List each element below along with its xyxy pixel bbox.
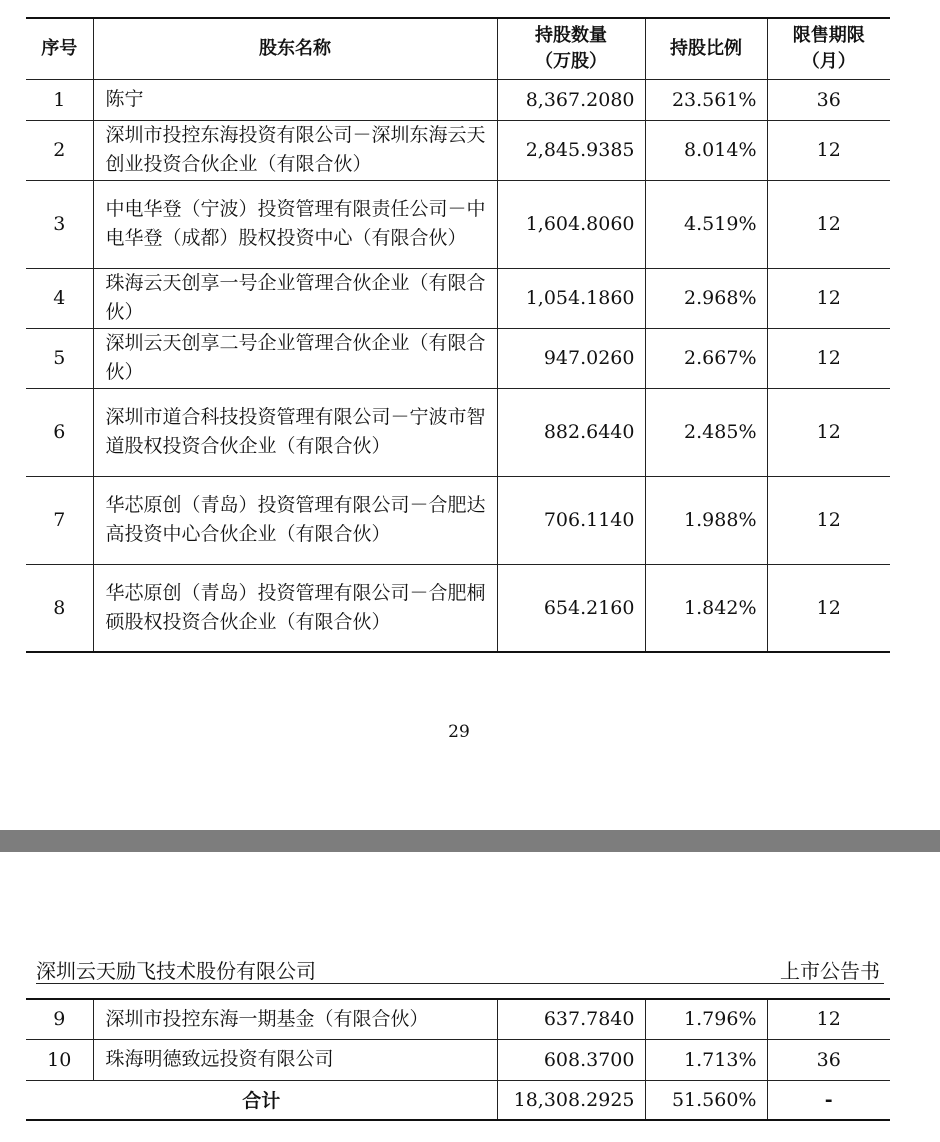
shareholder-table-part1 — [26, 17, 890, 653]
row-index: 2 — [26, 120, 93, 180]
shareholder-name: 深圳市投控东海一期基金（有限合伙） — [93, 999, 497, 1039]
header-shares-line2: （万股） — [535, 50, 607, 72]
lockup-months: 36 — [767, 1039, 890, 1080]
total-label: 合计 — [26, 1080, 497, 1120]
shareholder-name: 中电华登（宁波）投资管理有限责任公司－中电华登（成都）股权投资中心（有限合伙） — [93, 180, 497, 268]
total-ratio: 51.560% — [645, 1080, 767, 1120]
header-ratio: 持股比例 — [645, 18, 767, 79]
lockup-months: 12 — [767, 180, 890, 268]
document-type: 上市公告书 — [780, 959, 880, 983]
table-row — [26, 79, 890, 120]
share-count: 8,367.2080 — [497, 79, 645, 120]
share-ratio: 1.713% — [645, 1039, 767, 1080]
header-shares-line1: 持股数量 — [535, 24, 607, 46]
share-ratio: 4.519% — [645, 180, 767, 268]
page-header — [36, 953, 884, 984]
share-count: 608.3700 — [497, 1039, 645, 1080]
lockup-months: 12 — [767, 328, 890, 388]
shareholder-name: 华芯原创（青岛）投资管理有限公司－合肥达高投资中心合伙企业（有限合伙） — [93, 476, 497, 564]
share-ratio: 23.561% — [645, 79, 767, 120]
lockup-months: 12 — [767, 268, 890, 328]
share-ratio: 2.968% — [645, 268, 767, 328]
total-lockup: - — [767, 1080, 890, 1120]
table-row — [26, 388, 890, 476]
lockup-months: 12 — [767, 120, 890, 180]
page-number: 29 — [448, 722, 470, 742]
row-index: 9 — [26, 999, 93, 1039]
row-index: 1 — [26, 79, 93, 120]
row-index: 8 — [26, 564, 93, 652]
total-row — [26, 1080, 890, 1120]
share-count: 637.7840 — [497, 999, 645, 1039]
page-separator — [0, 830, 940, 852]
table-row — [26, 180, 890, 268]
lockup-months: 12 — [767, 564, 890, 652]
share-count: 2,845.9385 — [497, 120, 645, 180]
row-index: 6 — [26, 388, 93, 476]
share-ratio: 1.796% — [645, 999, 767, 1039]
table-row — [26, 120, 890, 180]
share-count: 1,054.1860 — [497, 268, 645, 328]
header-index: 序号 — [26, 18, 93, 79]
share-ratio: 1.988% — [645, 476, 767, 564]
table-row — [26, 564, 890, 652]
share-ratio: 8.014% — [645, 120, 767, 180]
share-count: 1,604.8060 — [497, 180, 645, 268]
header-lockup-line2: （月） — [801, 50, 856, 72]
row-index: 10 — [26, 1039, 93, 1080]
share-ratio: 2.485% — [645, 388, 767, 476]
share-count: 706.1140 — [497, 476, 645, 564]
share-count: 947.0260 — [497, 328, 645, 388]
shareholder-name: 深圳市道合科技投资管理有限公司－宁波市智道股权投资合伙企业（有限合伙） — [93, 388, 497, 476]
lockup-months: 36 — [767, 79, 890, 120]
lockup-months: 12 — [767, 999, 890, 1039]
share-ratio: 2.667% — [645, 328, 767, 388]
header-lockup-line1: 限售期限 — [792, 24, 865, 46]
table-row — [26, 1039, 890, 1080]
table-row — [26, 476, 890, 564]
shareholder-name: 深圳云天创享二号企业管理合伙企业（有限合伙） — [93, 328, 497, 388]
company-name: 深圳云天励飞技术股份有限公司 — [36, 959, 316, 983]
shareholder-name: 陈宁 — [93, 79, 497, 120]
header-lockup — [767, 18, 890, 79]
header-name: 股东名称 — [93, 18, 497, 79]
share-count: 882.6440 — [497, 388, 645, 476]
shareholder-name: 珠海明德致远投资有限公司 — [93, 1039, 497, 1080]
shareholder-table-part2 — [26, 998, 890, 1121]
row-index: 7 — [26, 476, 93, 564]
row-index: 5 — [26, 328, 93, 388]
header-shares — [497, 18, 645, 79]
shareholder-name: 珠海云天创享一号企业管理合伙企业（有限合伙） — [93, 268, 497, 328]
shareholder-name: 华芯原创（青岛）投资管理有限公司－合肥桐硕股权投资合伙企业（有限合伙） — [93, 564, 497, 652]
table-row — [26, 328, 890, 388]
shareholder-name: 深圳市投控东海投资有限公司－深圳东海云天创业投资合伙企业（有限合伙） — [93, 120, 497, 180]
table-row — [26, 268, 890, 328]
total-shares: 18,308.2925 — [497, 1080, 645, 1120]
share-count: 654.2160 — [497, 564, 645, 652]
row-index: 4 — [26, 268, 93, 328]
lockup-months: 12 — [767, 388, 890, 476]
lockup-months: 12 — [767, 476, 890, 564]
row-index: 3 — [26, 180, 93, 268]
table-row — [26, 999, 890, 1039]
share-ratio: 1.842% — [645, 564, 767, 652]
